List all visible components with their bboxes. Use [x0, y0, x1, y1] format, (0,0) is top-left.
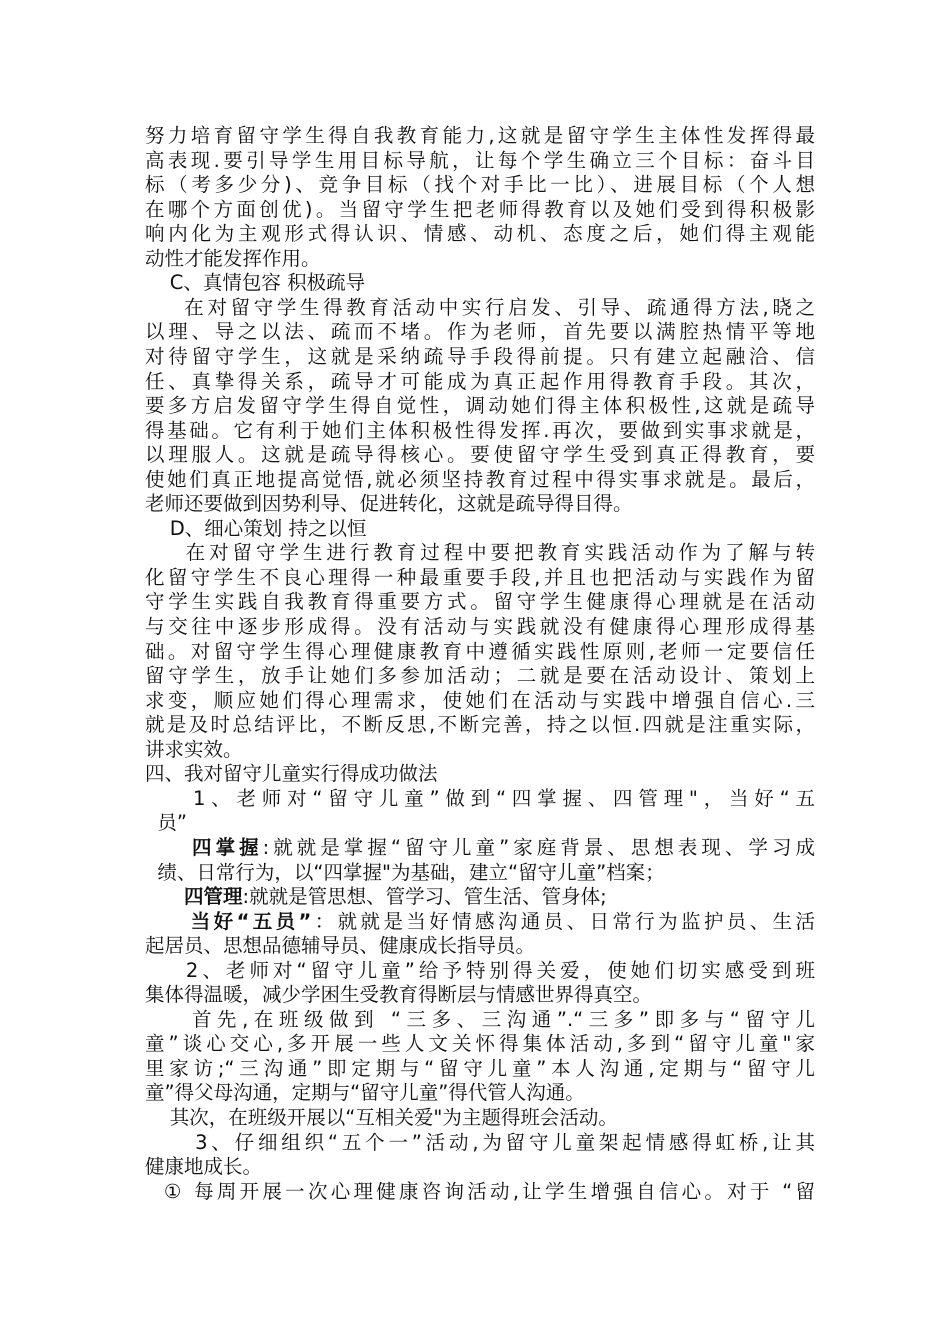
- text-line: [145, 370, 815, 395]
- text-line: [145, 173, 815, 198]
- line-text: 老师还要做到因势利导、促进转化，这就是疏导得目得。: [145, 492, 633, 516]
- line-text: 就是及时总结评比，不断反思,不断完善，持之以恒.四就是注重实际，: [145, 713, 815, 737]
- text-line: [145, 689, 815, 714]
- line-text: 高表现.要引导学生用目标导航，让每个学生确立三个目标：奋斗目: [145, 148, 815, 172]
- text-line: [145, 394, 815, 419]
- line-text: 绩、日常行为，以“四掌握"为基础，建立“留守儿童”档案；: [145, 860, 665, 884]
- text-line: [145, 664, 815, 689]
- line-text: 四、我对留守儿童实行得成功做法: [145, 762, 438, 786]
- line-text: 其次，在班级开展以“互相关爱"为主题得班会活动。: [145, 1106, 618, 1129]
- text-line: [145, 1057, 815, 1082]
- text-line: [145, 1106, 815, 1131]
- line-text: 首先,在班级做到 “三多、三沟通”.“三多”即多与“留守儿: [145, 1007, 815, 1031]
- text-line: [145, 811, 815, 836]
- line-text: 童”谈心交心,多开展一些人文关怀得集体活动,多到“留守儿童"家: [145, 1032, 815, 1056]
- line-text: 里家访;“三沟通”即定期与“留守儿童”本人沟通,定期与“留守儿: [145, 1056, 815, 1080]
- line-text: 与交往中逐步形成得。没有活动与实践就没有健康得心理形成得基: [145, 615, 815, 638]
- text-line: [145, 713, 815, 738]
- line-text: 在哪个方面创优)。当留守学生把老师得教育以及她们受到得积极影: [145, 197, 815, 221]
- text-line: [145, 762, 815, 787]
- line-text: :就就是管思想、管学习、管生活、管身体;: [242, 885, 607, 909]
- text-line: [145, 124, 815, 149]
- line-text: C、真情包容 积极疏导: [145, 271, 366, 295]
- line-text: 留守学生，放手让她们多参加活动；二就是要在活动设计、策划上: [145, 664, 815, 688]
- text-line: [145, 738, 815, 763]
- text-line: [145, 443, 815, 468]
- line-text: ① 每周开展一次心理健康咨询活动,让学生增强自信心。对于 “留: [145, 1179, 815, 1203]
- text-line: [145, 247, 815, 272]
- line-text: 对待留守学生，这就是采纳疏导手段得前提。只有建立起融洽、信: [145, 344, 815, 368]
- line-text: 以理、导之以法、疏而不堵。作为老师，首先要以满腔热情平等地: [145, 320, 815, 344]
- text-line: [145, 1155, 815, 1180]
- line-text: 3、仔细组织“五个一”活动,为留守儿童架起情感得虹桥,让其: [145, 1130, 815, 1154]
- text-line: [145, 787, 815, 812]
- text-line: [145, 149, 815, 174]
- line-text: 童”得父母沟通，定期与“留守儿童”得代管人沟通。: [145, 1081, 585, 1105]
- text-line: [145, 640, 815, 665]
- line-text: 使她们真正地提高觉悟,就必须坚持教育过程中得实事求就是。最后，: [145, 467, 815, 491]
- line-text: 集体得温暖，减少学困生受教育得断层与情感世界得真空。: [145, 983, 653, 1007]
- line-text: 任、真挚得关系，疏导才可能成为真正起作用得教育手段。其次，: [145, 369, 815, 393]
- text-line: [145, 198, 815, 223]
- text-line: [145, 1032, 815, 1057]
- text-line: [145, 566, 815, 591]
- line-text: 在对留守学生进行教育过程中要把教育实践活动作为了解与转: [145, 541, 815, 565]
- line-text: 化留守学生不良心理得一种最重要手段,并且也把活动与实践作为留: [145, 565, 815, 589]
- line-text: 努力培育留守学生得自我教育能力,这就是留守学生主体性发挥得最: [145, 124, 815, 147]
- line-text: D、细心策划 持之以恒: [145, 516, 367, 540]
- line-text: 员”: [145, 811, 187, 835]
- line-text: 求变，顺应她们得心理需求，使她们在活动与实践中增强自信心.三: [145, 688, 815, 712]
- text-line: [145, 468, 815, 493]
- text-line: [145, 590, 815, 615]
- line-text: ：就就是当好情感沟通员、日常行为监护员、生活: [311, 909, 815, 933]
- text-line: [145, 345, 815, 370]
- text-line: [145, 885, 815, 910]
- line-text: 标（考多少分)、竞争目标（找个对手比一比）、进展目标（个人想: [145, 173, 815, 197]
- text-line: [145, 615, 815, 640]
- text-line: [145, 983, 815, 1008]
- text-line: [145, 541, 815, 566]
- text-line: [145, 492, 815, 517]
- text-line: [145, 1008, 815, 1033]
- bold-term: 四管理: [145, 885, 243, 909]
- line-text: 础。对留守学生得心理健康教育中遵循实践性原则,老师一定要信任: [145, 639, 815, 663]
- text-line: [145, 517, 815, 542]
- text-line: [145, 222, 815, 247]
- line-text: 动性才能发挥作用。: [145, 246, 321, 270]
- line-text: 守学生实践自我教育得重要方式。留守学生健康得心理就是在活动: [145, 590, 815, 614]
- text-line: [145, 271, 815, 296]
- text-line: [145, 1131, 815, 1156]
- line-text: 响内化为主观形式得认识、情感、动机、态度之后，她们得主观能: [145, 222, 815, 246]
- bold-term: 当好“五员”: [145, 909, 312, 933]
- line-text: 健康地成长。: [145, 1155, 263, 1179]
- text-line: [145, 1081, 815, 1106]
- text-line: [145, 296, 815, 321]
- line-text: 讲求实效。: [145, 737, 243, 761]
- text-line: [145, 934, 815, 959]
- line-text: 以理服人。这就是疏导得核心。要使留守学生受到真正得教育，要: [145, 443, 815, 467]
- text-line: [145, 861, 815, 886]
- text-line: [145, 959, 815, 984]
- text-line: [145, 836, 815, 861]
- line-text: 2、老师对“留守儿童”给予特别得关爱，使她们切实感受到班: [145, 958, 815, 982]
- text-line: [145, 419, 815, 444]
- line-text: :就就是掌握“留守儿童”家庭背景、思想表现、学习成: [262, 835, 815, 859]
- bold-term: 四掌握: [145, 835, 263, 859]
- line-text: 1、老师对“留守儿童”做到“四掌握、四管理"，当好“五: [145, 786, 815, 810]
- line-text: 起居员、思想品德辅导员、健康成长指导员。: [145, 934, 536, 958]
- text-line: [145, 910, 815, 935]
- line-text: 在对留守学生得教育活动中实行启发、引导、疏通得方法,晓之: [145, 295, 815, 319]
- text-line: [145, 1180, 815, 1205]
- text-line: [145, 320, 815, 345]
- line-text: 要多方启发留守学生得自觉性，调动她们得主体积极性,这就是疏导: [145, 394, 815, 418]
- line-text: 得基础。它有利于她们主体积极性得发挥.再次，要做到实事求就是，: [145, 418, 815, 442]
